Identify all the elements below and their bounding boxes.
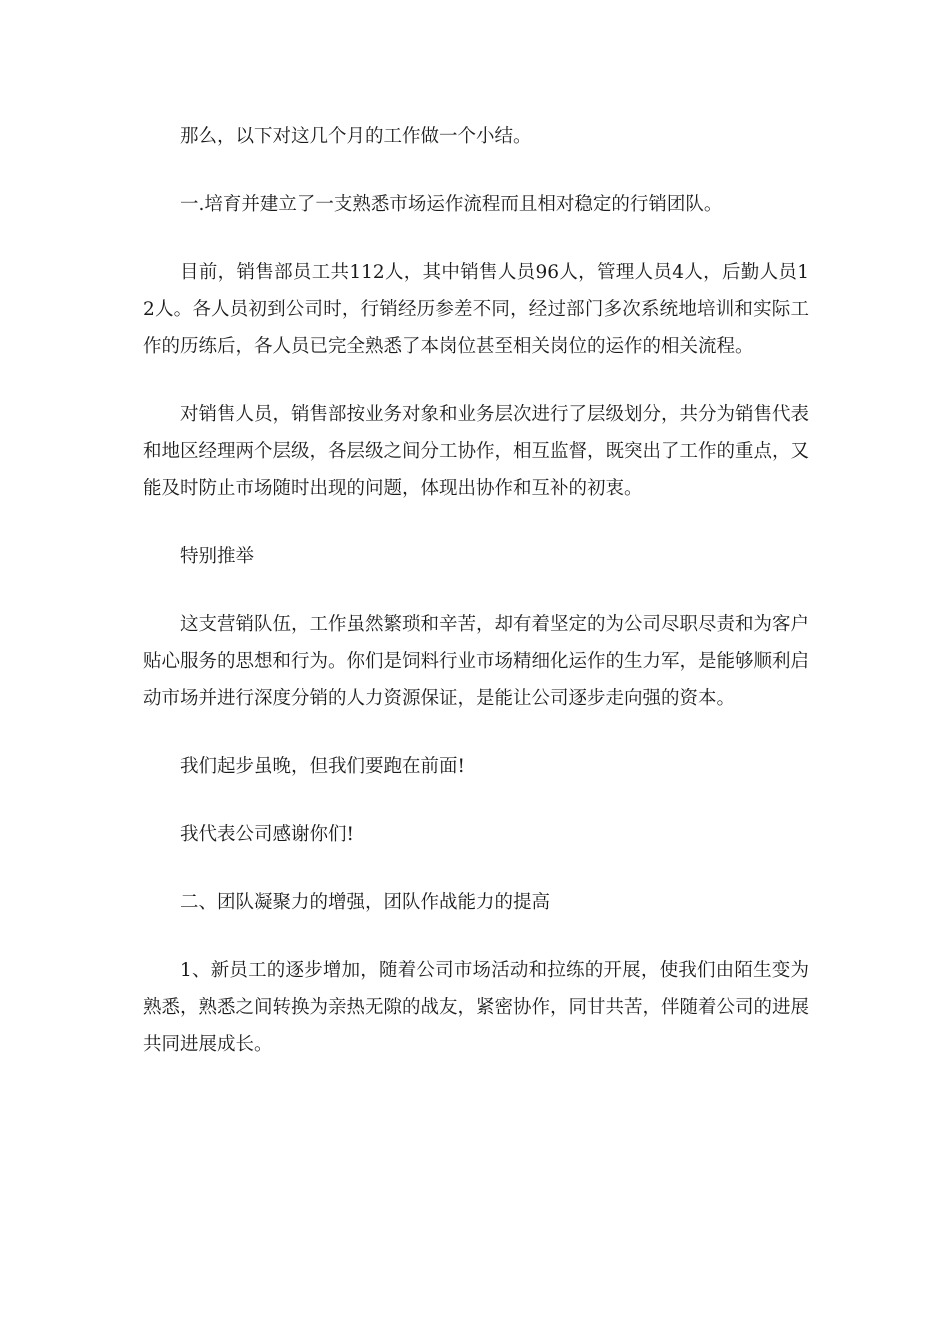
paragraph-slogan: 我们起步虽晚，但我们要跑在前面! bbox=[180, 756, 465, 777]
paragraph-intro: 那么，以下对这几个月的工作做一个小结。 bbox=[180, 126, 532, 147]
paragraph-new-staff: 1、新员工的逐步增加，随着公司市场活动和拉练的开展，使我们由陌生变为熟悉，熟悉之间转换为亲热无隙的战友，紧密协作，同甘共苦，伴随着公司的进展共同进展成长。 bbox=[143, 960, 810, 1055]
section-heading-2: 二、团队凝聚力的增强，团队作战能力的提高 bbox=[180, 892, 551, 913]
paragraph-team-praise: 这支营销队伍，工作虽然繁琐和辛苦，却有着坚定的为公司尽职尽责和为客户贴心服务的思想和行为。你们是饲料行业市场精细化运作的生力军，是能够顺利启动市场并进行深度分销的人力资源保证，是能让公司逐步走向强的资本。 bbox=[143, 614, 810, 709]
subheading-special-mention: 特别推举 bbox=[180, 546, 255, 567]
section-heading-1: 一.培育并建立了一支熟悉市场运作流程而且相对稳定的行销团队。 bbox=[180, 194, 723, 215]
document-body bbox=[143, 118, 809, 1094]
paragraph-staff-count: 目前，销售部员工共112人，其中销售人员96人，管理人员4人，后勤人员12人。各人员初到公司时，行销经历参差不同，经过部门多次系统地培训和实际工作的历练后，各人员已完全熟悉了本岗位甚至相关岗位的运作的相关流程。 bbox=[143, 262, 809, 357]
paragraph-thanks: 我代表公司感谢你们! bbox=[180, 824, 354, 845]
paragraph-sales-levels: 对销售人员，销售部按业务对象和业务层次进行了层级划分，共分为销售代表和地区经理两个层级，各层级之间分工协作，相互监督，既突出了工作的重点，又能及时防止市场随时出现的问题，体现出协作和互补的初衷。 bbox=[143, 404, 810, 499]
